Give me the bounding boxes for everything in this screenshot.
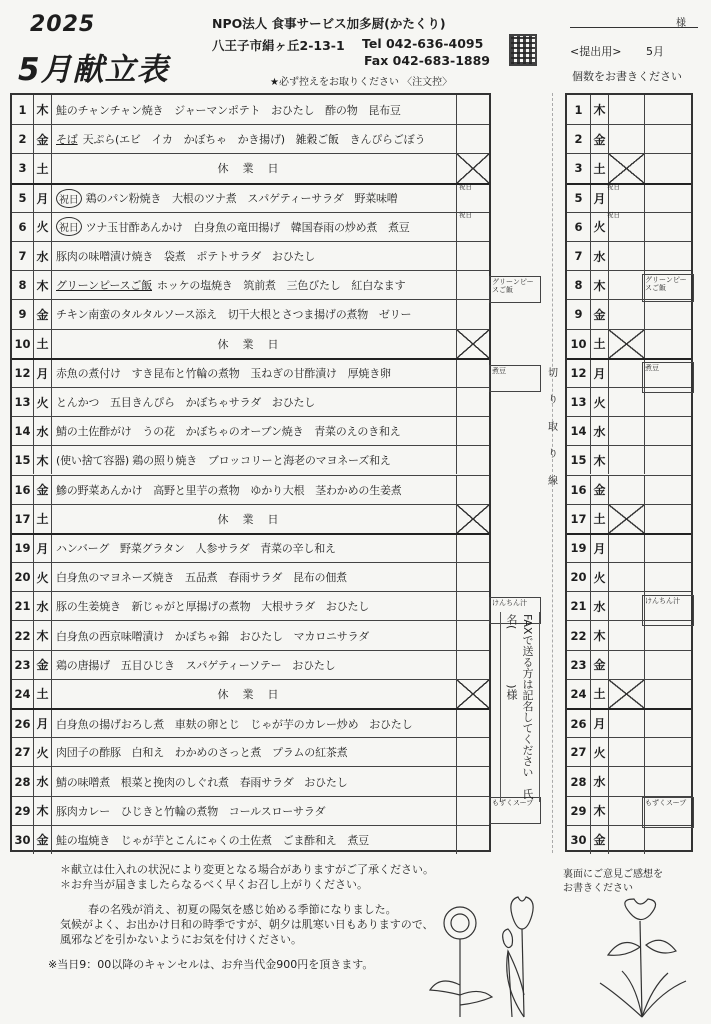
menu-text: 豚肉カレー ひじきと竹輪の煮物 コールスローサラダ <box>56 804 326 818</box>
order-row <box>567 650 691 679</box>
menu-items <box>54 738 456 766</box>
flower-illustration-icon <box>400 895 700 1020</box>
order-day: 2 <box>567 125 591 153</box>
order-weekday: 火 <box>591 738 609 766</box>
menu-weekday: 木 <box>34 621 52 649</box>
order-day: 1 <box>567 95 591 124</box>
order-count-box[interactable] <box>456 738 489 766</box>
menu-text: とんかつ 五目きんぴら かぼちゃサラダ おひたし <box>56 396 316 410</box>
greeting-line-3: 風邪などを引かないようにお気を付けください。 <box>60 933 302 946</box>
order-weekday: 金 <box>591 651 609 679</box>
menu-items <box>54 476 456 504</box>
order-count-box[interactable] <box>456 300 489 328</box>
menu-row <box>12 825 489 854</box>
stub-note: ★必ず控えをお取りください 〈注文控〉 <box>270 77 453 88</box>
order-weekday: 金 <box>591 476 609 504</box>
org-address: 八王子市絹ヶ丘2-13-1 <box>212 38 345 53</box>
menu-items <box>54 95 456 124</box>
holiday-badge: 祝日 <box>56 217 82 236</box>
order-weekday: 月 <box>591 185 609 212</box>
menu-day: 22 <box>12 621 34 649</box>
order-day: 12 <box>567 360 591 387</box>
menu-items <box>54 242 456 270</box>
menu-row <box>12 737 489 766</box>
menu-weekday: 金 <box>34 125 52 153</box>
menu-items <box>54 271 456 299</box>
order-weekday: 木 <box>591 446 609 474</box>
order-quantity-box[interactable] <box>609 797 645 825</box>
menu-day: 14 <box>12 417 34 445</box>
menu-day: 12 <box>12 360 34 387</box>
menu-row <box>12 533 489 562</box>
closed-cross-icon <box>456 505 489 533</box>
order-row <box>567 329 691 358</box>
menu-day: 13 <box>12 388 34 416</box>
qr-code-icon[interactable] <box>509 34 537 66</box>
menu-text: ツナ玉甘酢あんかけ 白身魚の竜田揚げ 韓国春雨の炒め煮 煮豆 <box>85 220 410 234</box>
order-count-box[interactable] <box>456 476 489 504</box>
menu-weekday: 土 <box>34 154 52 182</box>
menu-row <box>12 562 489 591</box>
menu-text: 豚の生姜焼き 新じゃがと厚揚げの煮物 大根サラダ おひたし <box>56 600 370 614</box>
closed-cross-icon <box>456 154 489 182</box>
menu-row <box>12 679 489 708</box>
order-quantity-box[interactable] <box>609 651 645 679</box>
order-day: 24 <box>567 680 591 708</box>
org-name: NPO法人 食事サービス加多厨(かたくり) <box>212 16 446 31</box>
order-row <box>567 737 691 766</box>
order-quantity-box[interactable] <box>609 563 645 591</box>
order-weekday: 土 <box>591 330 609 358</box>
order-count-box[interactable] <box>456 125 489 153</box>
order-count-box[interactable] <box>456 563 489 591</box>
menu-items <box>54 388 456 416</box>
order-weekday: 土 <box>591 680 609 708</box>
order-day: 26 <box>567 710 591 737</box>
org-tel: Tel 042-636-4095 <box>362 36 484 51</box>
menu-table <box>10 93 491 852</box>
menu-weekday: 火 <box>34 563 52 591</box>
option-box-mozuku[interactable]: もずくスープ <box>489 797 541 824</box>
order-row <box>567 766 691 795</box>
order-day: 21 <box>567 592 591 620</box>
menu-text: 鮭の塩焼き じゃが芋とこんにゃくの土佐煮 ごま酢和え 煮豆 <box>56 833 369 847</box>
menu-weekday: 火 <box>34 388 52 416</box>
menu-day: 8 <box>12 271 34 299</box>
menu-text: 鶏のパン粉焼き 大根のツナ煮 スパゲティーサラダ 野菜味噌 <box>85 192 398 206</box>
order-day: 22 <box>567 621 591 649</box>
menu-row <box>12 445 489 474</box>
menu-weekday: 木 <box>34 797 52 825</box>
menu-day: 30 <box>12 826 34 854</box>
order-quantity-box[interactable] <box>609 300 645 328</box>
menu-row <box>12 329 489 358</box>
order-weekday: 火 <box>591 563 609 591</box>
order-quantity-box[interactable] <box>609 476 645 504</box>
menu-text: 赤魚の煮付け すき昆布と竹輪の煮物 玉ねぎの甘酢漬け 厚焼き卵 <box>56 367 391 381</box>
menu-day: 5 <box>12 185 34 212</box>
order-weekday: 水 <box>591 242 609 270</box>
order-weekday: 木 <box>591 797 609 825</box>
menu-row <box>12 591 489 620</box>
menu-items <box>54 797 456 825</box>
order-day: 9 <box>567 300 591 328</box>
menu-weekday: 土 <box>34 330 52 358</box>
menu-highlight: グリーンピースご飯 <box>56 279 152 293</box>
order-day: 7 <box>567 242 591 270</box>
order-day: 29 <box>567 797 591 825</box>
order-quantity-box[interactable] <box>609 271 645 299</box>
greeting-line-2: 気候がよく、お出かけ日和の時季ですが、朝夕は肌寒い日もありますので、 <box>60 918 434 931</box>
menu-day: 20 <box>12 563 34 591</box>
order-day: 13 <box>567 388 591 416</box>
order-count-box[interactable] <box>456 592 489 620</box>
menu-weekday: 木 <box>34 95 52 124</box>
menu-text: 鯖の味噌煮 根菜と挽肉のしぐれ煮 春雨サラダ おひたし <box>56 775 348 789</box>
menu-row <box>12 796 489 825</box>
menu-day: 3 <box>12 154 34 182</box>
menu-weekday: 水 <box>34 417 52 445</box>
order-row <box>567 708 691 737</box>
menu-weekday: 土 <box>34 505 52 533</box>
order-weekday: 木 <box>591 621 609 649</box>
menu-weekday: 金 <box>34 476 52 504</box>
menu-items <box>54 213 456 241</box>
order-row <box>567 95 691 124</box>
menu-day: 2 <box>12 125 34 153</box>
menu-text: 豚肉の味噌漬け焼き 袋煮 ポテトサラダ おひたし <box>56 250 316 264</box>
menu-text: 白身魚の揚げおろし煮 車麸の卵とじ じゃが芋のカレー炒め おひたし <box>56 717 413 731</box>
order-weekday: 火 <box>591 213 609 241</box>
order-day: 10 <box>567 330 591 358</box>
closed-day-label: 休業日 <box>217 162 293 176</box>
menu-day: 15 <box>12 446 34 474</box>
menu-text: ホッケの塩焼き 筑前煮 三色びたし 紅白なます <box>157 279 406 293</box>
order-quantity-box[interactable] <box>609 125 645 153</box>
order-day: 20 <box>567 563 591 591</box>
order-row <box>567 212 691 241</box>
submit-month: 5月 <box>646 45 664 58</box>
menu-day: 29 <box>12 797 34 825</box>
menu-day: 17 <box>12 505 34 533</box>
menu-weekday: 月 <box>34 185 52 212</box>
feedback-note-1: 裏面にご意見ご感想を <box>563 869 663 880</box>
option-box-green-peas[interactable]: グリーンピースご飯 <box>489 276 541 303</box>
menu-text: 天ぷら(エビ イカ かぼちゃ かき揚げ) 雑穀ご飯 きんぴらごぼう <box>82 133 426 147</box>
order-count-box[interactable] <box>456 651 489 679</box>
order-option-nimame[interactable]: 煮豆 <box>642 362 694 393</box>
order-count-box[interactable] <box>456 710 489 737</box>
order-day: 6 <box>567 213 591 241</box>
order-count-box[interactable] <box>456 535 489 562</box>
order-row <box>567 153 691 182</box>
order-row <box>567 241 691 270</box>
order-weekday: 月 <box>591 710 609 737</box>
menu-row <box>12 766 489 795</box>
menu-day: 28 <box>12 767 34 795</box>
order-day: 17 <box>567 505 591 533</box>
menu-items <box>54 417 456 445</box>
menu-items <box>54 767 456 795</box>
order-count-box[interactable] <box>456 271 489 299</box>
order-weekday: 金 <box>591 125 609 153</box>
page-title: 5月献立表 <box>18 52 169 88</box>
order-quantity-box[interactable] <box>609 242 645 270</box>
order-day: 19 <box>567 535 591 562</box>
menu-text: 白身魚のマヨネーズ焼き 五品煮 春雨サラダ 昆布の佃煮 <box>56 571 347 585</box>
menu-items <box>54 360 456 387</box>
menu-row <box>12 183 489 212</box>
menu-text: 鶏の唐揚げ 五目ひじき スパゲティーソテー おひたし <box>56 658 336 672</box>
menu-day: 7 <box>12 242 34 270</box>
order-row <box>567 299 691 328</box>
closed-cross-icon <box>456 330 489 358</box>
menu-weekday: 火 <box>34 213 52 241</box>
order-row <box>567 533 691 562</box>
order-row <box>567 445 691 474</box>
holiday-tag: 祝日 <box>459 210 472 219</box>
order-quantity-box[interactable] <box>609 417 645 445</box>
fax-name-note: FAXで送る方は記名してください 氏名( )様 <box>500 612 540 802</box>
menu-row <box>12 95 489 124</box>
order-count-box[interactable] <box>456 95 489 124</box>
order-day: 30 <box>567 826 591 854</box>
order-count-box[interactable] <box>456 360 489 387</box>
holiday-tag: 祝日 <box>459 182 472 191</box>
menu-row <box>12 475 489 504</box>
order-row <box>567 416 691 445</box>
order-count-box[interactable] <box>456 767 489 795</box>
menu-day: 24 <box>12 680 34 708</box>
menu-row <box>12 387 489 416</box>
order-day: 14 <box>567 417 591 445</box>
order-weekday: 月 <box>591 535 609 562</box>
order-weekday: 木 <box>591 95 609 124</box>
closed-cross-icon <box>609 154 645 182</box>
menu-text: チキン南蛮のタルタルソース添え 切干大根とさつま揚げの煮物 ゼリー <box>56 308 412 322</box>
holiday-tag: 祝日 <box>607 182 620 191</box>
menu-row <box>12 620 489 649</box>
greeting-line-1: 春の名残が消え、初夏の陽気を感じ始める季節になりました。 <box>88 903 397 916</box>
order-table <box>565 93 693 852</box>
menu-day: 16 <box>12 476 34 504</box>
menu-weekday: 月 <box>34 360 52 387</box>
menu-row <box>12 153 489 182</box>
menu-day: 10 <box>12 330 34 358</box>
order-option-kenchin[interactable]: けんちん汁 <box>642 595 694 626</box>
menu-items <box>54 185 456 212</box>
closed-cross-icon <box>609 505 645 533</box>
order-row <box>567 679 691 708</box>
order-quantity-box[interactable] <box>609 767 645 795</box>
closed-day-label: 休業日 <box>217 337 293 351</box>
menu-text: ハンバーグ 野菜グラタン 人参サラダ 青菜の辛し和え <box>56 542 336 556</box>
menu-day: 9 <box>12 300 34 328</box>
menu-items <box>54 300 456 328</box>
menu-text: (使い捨て容器) 鶏の照り焼き ブロッコリーと海老のマヨネーズ和え <box>56 454 391 468</box>
order-count-box[interactable] <box>456 388 489 416</box>
menu-weekday: 金 <box>34 826 52 854</box>
org-fax: Fax 042-683-1889 <box>364 53 491 68</box>
menu-day: 6 <box>12 213 34 241</box>
menu-row <box>12 416 489 445</box>
menu-items <box>54 125 456 153</box>
menu-row <box>12 299 489 328</box>
order-quantity-box[interactable] <box>609 360 645 387</box>
menu-weekday: 水 <box>34 767 52 795</box>
name-suffix: 様 <box>676 18 686 29</box>
order-quantity-box[interactable] <box>609 388 645 416</box>
menu-day: 19 <box>12 535 34 562</box>
order-option-green-peas[interactable]: グリーンピースご飯 <box>642 274 694 302</box>
menu-items <box>54 651 456 679</box>
menu-row <box>12 650 489 679</box>
order-weekday: 水 <box>591 767 609 795</box>
closed-day-label: 休業日 <box>217 687 293 701</box>
menu-row <box>12 124 489 153</box>
cancel-policy: ※当日9：00以降のキャンセルは、お弁当代金900円を頂きます。 <box>48 958 374 971</box>
order-quantity-box[interactable] <box>609 826 645 854</box>
menu-row <box>12 212 489 241</box>
order-quantity-box[interactable] <box>609 738 645 766</box>
order-weekday: 水 <box>591 417 609 445</box>
menu-row <box>12 358 489 387</box>
order-row <box>567 825 691 854</box>
menu-row <box>12 708 489 737</box>
order-weekday: 木 <box>591 271 609 299</box>
menu-row <box>12 270 489 299</box>
menu-text: 白身魚の西京味噌漬け かぼちゃ錦 おひたし マカロニサラダ <box>56 629 370 643</box>
menu-weekday: 金 <box>34 300 52 328</box>
order-weekday: 火 <box>591 388 609 416</box>
order-day: 16 <box>567 476 591 504</box>
menu-weekday: 水 <box>34 242 52 270</box>
menu-weekday: 月 <box>34 710 52 737</box>
order-quantity-box[interactable] <box>609 95 645 124</box>
menu-row <box>12 241 489 270</box>
order-day: 27 <box>567 738 591 766</box>
order-row <box>567 475 691 504</box>
order-weekday: 金 <box>591 300 609 328</box>
order-count-box[interactable] <box>456 242 489 270</box>
menu-weekday: 木 <box>34 271 52 299</box>
order-count-box[interactable] <box>456 446 489 474</box>
order-count-box[interactable] <box>456 826 489 854</box>
closed-cross-icon <box>609 330 645 358</box>
order-quantity-box[interactable] <box>609 592 645 620</box>
menu-weekday: 火 <box>34 738 52 766</box>
footer-note-2: ＊お弁当が届きましたらなるべく早くお召し上がりください。 <box>60 878 368 891</box>
order-row <box>567 183 691 212</box>
order-count-box[interactable] <box>456 621 489 649</box>
order-quantity-box[interactable] <box>609 621 645 649</box>
order-day: 5 <box>567 185 591 212</box>
menu-day: 21 <box>12 592 34 620</box>
order-day: 3 <box>567 154 591 182</box>
order-day: 8 <box>567 271 591 299</box>
menu-items <box>54 446 456 474</box>
menu-items <box>54 710 456 737</box>
order-weekday: 金 <box>591 826 609 854</box>
holiday-badge: 祝日 <box>56 189 82 208</box>
order-row <box>567 124 691 153</box>
order-row <box>567 504 691 533</box>
menu-day: 27 <box>12 738 34 766</box>
closed-cross-icon <box>456 680 489 708</box>
closed-cross-icon <box>609 680 645 708</box>
order-row <box>567 562 691 591</box>
menu-weekday: 月 <box>34 535 52 562</box>
menu-weekday: 土 <box>34 680 52 708</box>
menu-day: 1 <box>12 95 34 124</box>
order-weekday: 月 <box>591 360 609 387</box>
order-quantity-box[interactable] <box>609 446 645 474</box>
year: 2025 <box>30 12 96 37</box>
closed-day-label: 休業日 <box>217 512 293 526</box>
menu-items <box>54 535 456 562</box>
submit-label: <提出用> <box>570 45 622 58</box>
order-quantity-box[interactable] <box>609 535 645 562</box>
menu-items <box>54 563 456 591</box>
menu-text: 鮭のチャンチャン焼き ジャーマンポテト おひたし 酢の物 昆布豆 <box>56 103 401 117</box>
footer-note-1: ＊献立は仕入れの状況により変更となる場合がありますがご了承ください。 <box>60 863 434 876</box>
menu-text: 鯖の土佐酢がけ うの花 かぼちゃのオーブン焼き 青菜のえのき和え <box>56 425 401 439</box>
order-weekday: 土 <box>591 154 609 182</box>
order-weekday: 水 <box>591 592 609 620</box>
menu-items <box>54 592 456 620</box>
menu-text: 鰺の野菜あんかけ 高野と里芋の煮物 ゆかり大根 茎わかめの生姜煮 <box>56 483 402 497</box>
order-day: 23 <box>567 651 591 679</box>
menu-weekday: 木 <box>34 446 52 474</box>
menu-row <box>12 504 489 533</box>
option-box-nimame[interactable]: 煮豆 <box>489 365 541 392</box>
order-count-box[interactable] <box>456 417 489 445</box>
order-day: 15 <box>567 446 591 474</box>
menu-items <box>54 826 456 854</box>
menu-text: 肉団子の酢豚 白和え わかめのさっと煮 プラムの紅茶煮 <box>56 746 348 760</box>
menu-day: 26 <box>12 710 34 737</box>
order-option-mozuku[interactable]: もずくスープ <box>642 797 694 828</box>
quantity-note: 個数をお書きください <box>572 70 682 83</box>
order-day: 28 <box>567 767 591 795</box>
holiday-tag: 祝日 <box>607 210 620 219</box>
cut-line-label: 切り取り線 <box>548 368 558 487</box>
feedback-note-2: お書きください <box>563 883 633 894</box>
menu-weekday: 金 <box>34 651 52 679</box>
order-count-box[interactable] <box>456 797 489 825</box>
menu-highlight: そば <box>56 133 78 147</box>
option-box-kenchin[interactable]: けんちん汁 <box>489 597 541 624</box>
order-weekday: 土 <box>591 505 609 533</box>
menu-day: 23 <box>12 651 34 679</box>
menu-weekday: 水 <box>34 592 52 620</box>
order-quantity-box[interactable] <box>609 710 645 737</box>
menu-items <box>54 621 456 649</box>
